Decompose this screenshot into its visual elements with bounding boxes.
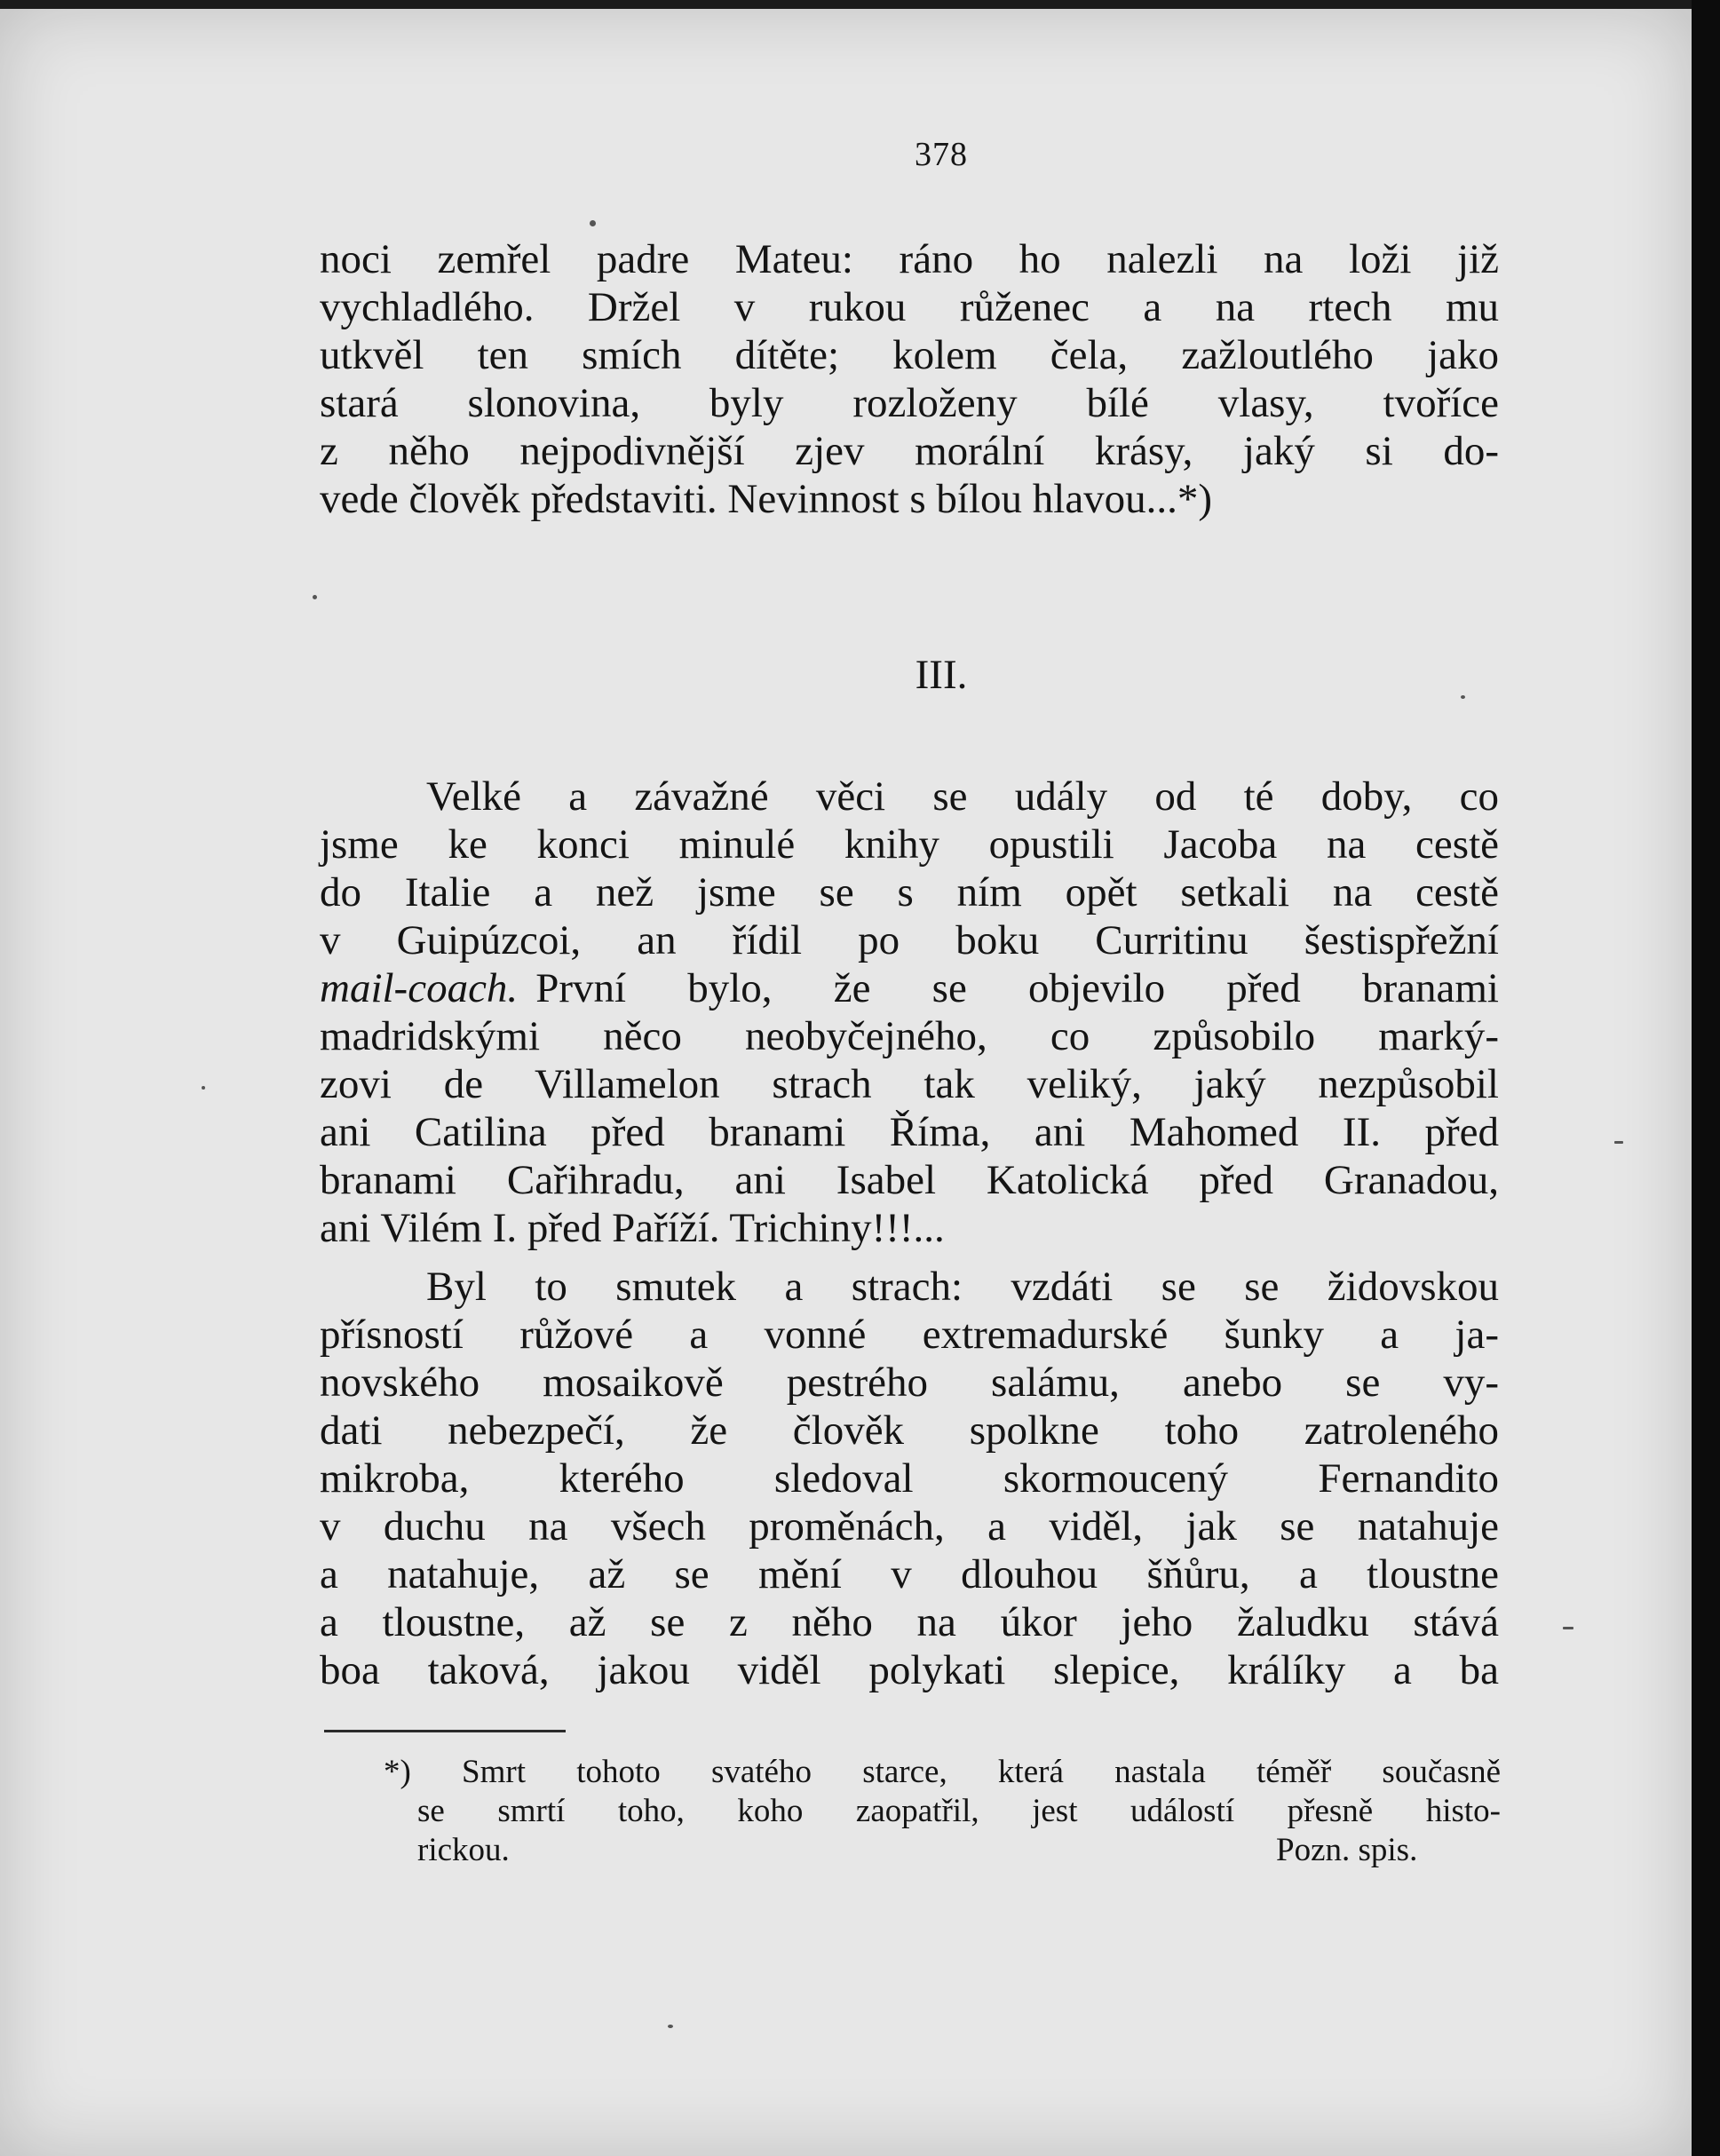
text-line: vychladlého. Držel v rukou růženec a na rtech mu bbox=[320, 284, 1499, 330]
footnote-divider bbox=[324, 1730, 566, 1732]
text-line: novského mosaikově pestrého salámu, anebo se vy- bbox=[320, 1359, 1499, 1406]
text-line: branami Cařihradu, ani Isabel Katolická před Granadou, bbox=[320, 1157, 1499, 1203]
scan-speck bbox=[313, 595, 317, 599]
scan-speck bbox=[202, 1086, 205, 1090]
page-right-edge bbox=[1692, 0, 1720, 2156]
text-line: v Guipúzcoi, an řídil po boku Curritinu šestispřežní bbox=[320, 917, 1499, 963]
scan-speck bbox=[1461, 695, 1465, 699]
section-heading: III. bbox=[915, 652, 968, 698]
text-line: madridskými něco neobyčejného, co způsobilo marký- bbox=[320, 1013, 1499, 1059]
text-line: z něho nejpodivnější zjev morální krásy, jaký si do- bbox=[320, 428, 1499, 474]
footnote-line: se smrtí toho, koho zaopatřil, jest událostí přesně histo- bbox=[417, 1793, 1501, 1829]
text-line: mikroba, kterého sledoval skormoucený Fernandito bbox=[320, 1455, 1499, 1502]
text-line: ani Catilina před branami Říma, ani Mahomed II. před bbox=[320, 1109, 1499, 1155]
italic-phrase: mail-coach. bbox=[320, 965, 519, 1011]
text-line: boa taková, jakou viděl polykati slepice, králíky a ba bbox=[320, 1647, 1499, 1693]
text-line: Velké a závažné věci se udály od té doby, co bbox=[426, 773, 1499, 820]
text-line: přísností růžové a vonné extremadurské šunky a ja- bbox=[320, 1312, 1499, 1358]
footnote-line: *) Smrt tohoto svatého starce, která nastala téměř současně bbox=[384, 1754, 1501, 1790]
text-line: dati nebezpečí, že člověk spolkne toho zatroleného bbox=[320, 1407, 1499, 1454]
text-line: do Italie a než jsme se s ním opět setkali na cestě bbox=[320, 869, 1499, 916]
text-line: Byl to smutek a strach: vzdáti se se židovskou bbox=[426, 1264, 1499, 1310]
text-line: jsme ke konci minulé knihy opustili Jacoba na cestě bbox=[320, 821, 1499, 868]
scan-speck bbox=[668, 2025, 673, 2028]
footnote-signature: Pozn. spis. bbox=[1276, 1832, 1418, 1868]
scan-speck bbox=[1614, 1141, 1623, 1144]
text-line: a natahuje, až se mění v dlouhou šňůru, a tloustne bbox=[320, 1551, 1499, 1597]
scan-speck bbox=[1563, 1627, 1573, 1629]
text-line: a tloustne, až se z něho na úkor jeho žaludku stává bbox=[320, 1599, 1499, 1645]
scan-speck bbox=[590, 220, 596, 226]
text-line: zovi de Villamelon strach tak veliký, jaký nezpůsobil bbox=[320, 1061, 1499, 1107]
footnote-line: rickou. bbox=[417, 1832, 510, 1868]
text-line: stará slonovina, byly rozloženy bílé vlasy, tvoříce bbox=[320, 380, 1499, 426]
text-line-with-italic bbox=[320, 964, 1499, 1012]
text-line: ani Vilém I. před Paříží. Trichiny!!!... bbox=[320, 1205, 945, 1251]
text-line: noci zemřel padre Mateu: ráno ho nalezli na loži již bbox=[320, 236, 1499, 282]
text-line: utkvěl ten smích dítěte; kolem čela, zažloutlého jako bbox=[320, 332, 1499, 378]
text-line: vede člověk představiti. Nevinnost s bílou hlavou...*) bbox=[320, 476, 1213, 522]
page-number: 378 bbox=[915, 136, 968, 173]
text-line-rest: První bylo, že se objevilo před branami bbox=[535, 965, 1499, 1011]
page-top-edge bbox=[0, 0, 1720, 9]
text-line: v duchu na všech proměnách, a viděl, jak se natahuje bbox=[320, 1503, 1499, 1550]
